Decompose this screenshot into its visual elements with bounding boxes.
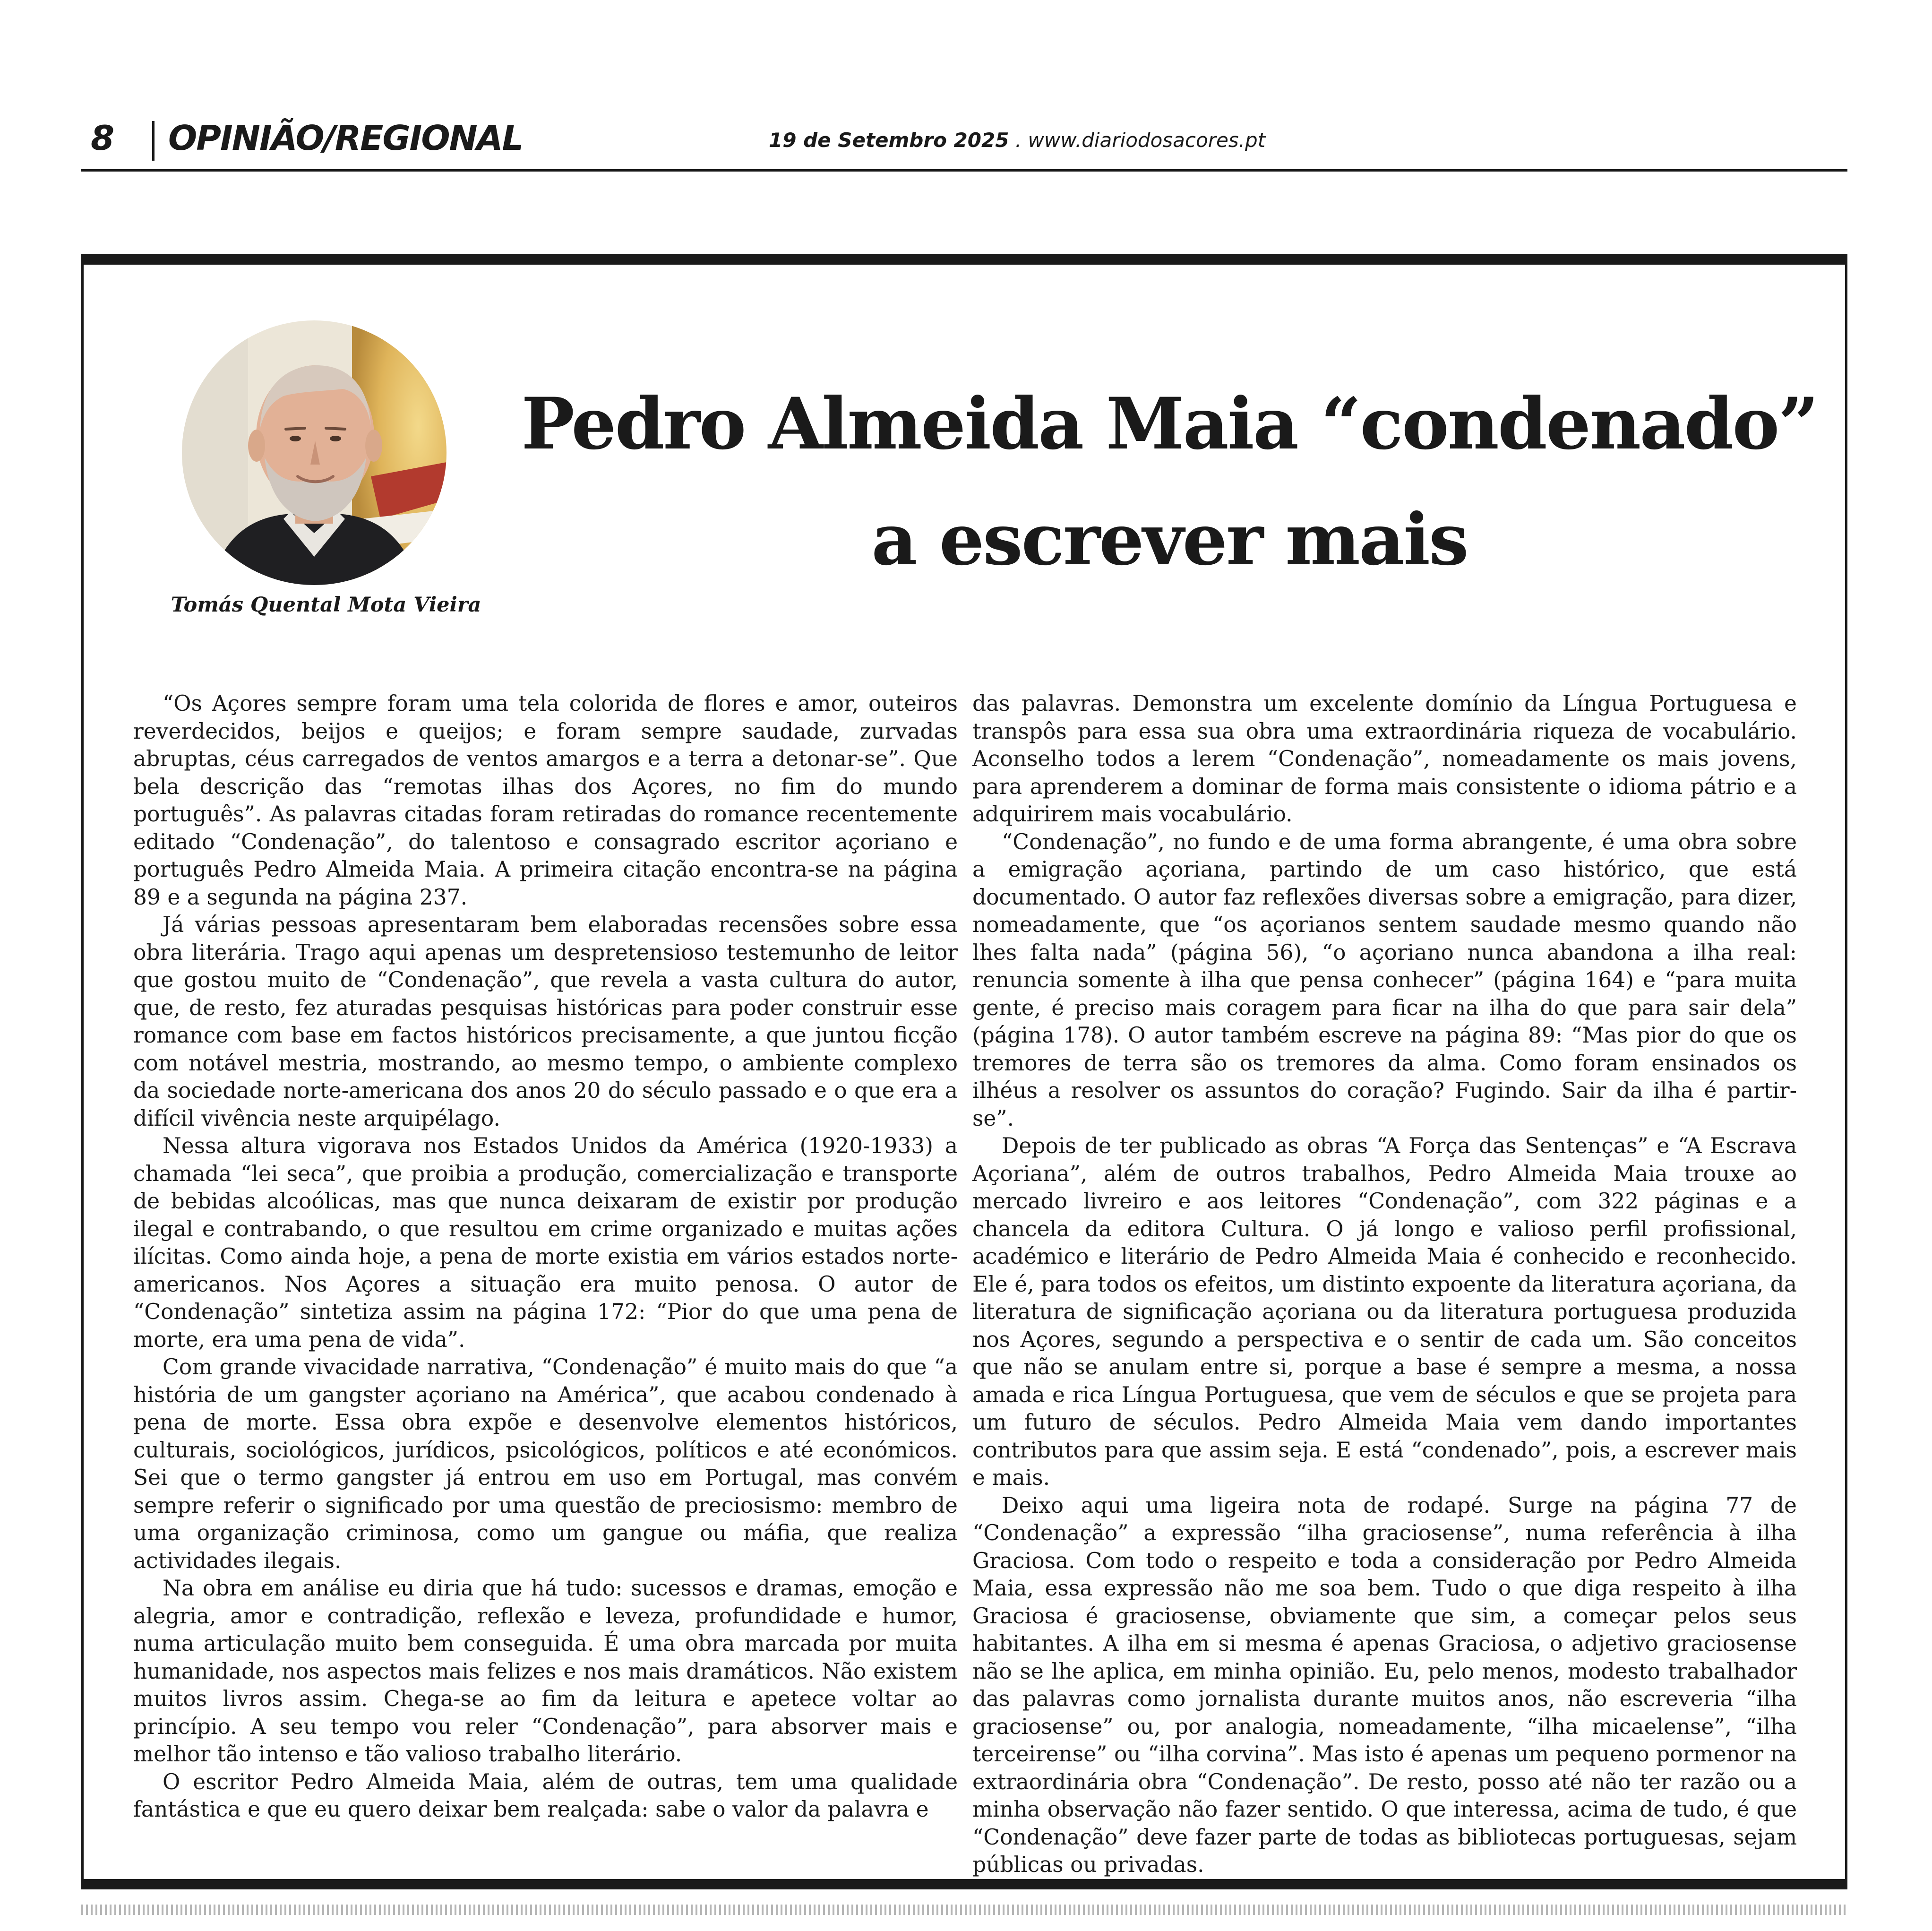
website: www.diariodosacores.pt: [1028, 129, 1266, 152]
section-title: OPINIÃO/REGIONAL: [168, 118, 523, 158]
dateline: [769, 129, 1265, 152]
paragraph: “Condenação”, no fundo e de uma forma abrangente, é uma obra sobre a emigração açoriana, partindo de um caso histórico, que está documentado. O autor faz reflexões diversas sobre a emigração, para dizer, nomeadamente, que “os açorianos sentem saudade mesmo quando não lhes falta nada” (página 56), “o açoriano nunca abandona a ilha real: renuncia somente à ilha que pensa conhecer” (página 164) e “para muita gente, é preciso mais coragem para ficar na ilha do que para sair dela” (página 178). O autor também escreve na página 89: “Mas pior do que os tremores de terra são os tremores da alma. Como foram ensinados os ilhéus a resolver os assuntos do coração? Fugindo. Sair da ilha é partir-se”.: [972, 829, 1797, 1131]
headline-line-2: a escrever mais: [871, 498, 1468, 581]
issue-date: 19 de Setembro 2025: [769, 129, 1009, 152]
paragraph: Já várias pessoas apresentaram bem elaboradas recensões sobre essa obra literária. Trago aqui apenas um despretensioso testemunho de leitor que gostou muito de “Condenação”, que revela a vasta cultura do autor, que, de resto, fez aturadas pesquisas históricas para poder construir esse romance com base em factos históricos precisamente, a que juntou ficção com notável mestria, mostrando, ao mesmo tempo, o ambiente complexo da sociedade norte-americana dos anos 20 do século passado e o que era a difícil vivência neste arquipélago.: [133, 912, 958, 1131]
paragraph: Com grande vivacidade narrativa, “Condenação” é muito mais do que “a história de um gangster açoriano na América”, que acabou condenado à pena de morte. Essa obra expõe e desenvolve elementos históricos, culturais, sociológicos, jurídicos, psicológicos, políticos e até económicos. Sei que o termo gangster já entrou em uso em Portugal, mas convém sempre referir o significado por uma questão de preciosismo: membro de uma organização criminosa, como um gangue ou máfia, que realiza actividades ilegais.: [133, 1354, 958, 1573]
author-name: Tomás Quental Mota Vieira: [171, 593, 481, 617]
page-header: [81, 118, 1847, 170]
headline-line-1: Pedro Almeida Maia “condenado”: [521, 382, 1818, 466]
headline: [510, 366, 1829, 598]
paragraph: “Os Açores sempre foram uma tela colorida de flores e amor, outeiros reverdecidos, beijos e queijos; e foram sempre saudade, zurvadas abruptas, céus carregados de ventos amargos e a terra a detonar-se”. Que bela descrição das “remotas ilhas dos Açores, no fim do mundo português”. As palavras citadas foram retiradas do romance recentemente editado “Condenação”, do talentoso e consagrado escritor açoriano e português Pedro Almeida Maia. A primeira citação encontra-se na página 89 e a segunda na página 237.: [133, 691, 958, 910]
paragraph: Deixo aqui uma ligeira nota de rodapé. Surge na página 77 de “Condenação” a expressão “ilha graciosense”, numa referência à ilha Graciosa. Com todo o respeito e toda a consideração por Pedro Almeida Maia, essa expressão não me soa bem. Tudo o que diga respeito à ilha Graciosa é graciosense, obviamente que sim, a começar pelos seus habitantes. A ilha em si mesma é apenas Graciosa, o adjetivo graciosense não se lhe aplica, em minha opinião. Eu, pelo menos, modesto trabalhador das palavras como jornalista durante muitos anos, não escreveria “ilha graciosense” ou, por analogia, nomeadamente, “ilha micaelense”, “ilha terceirense” ou “ilha corvina”. Mas isto é apenas um pequeno pormenor na extraordinária obra “Condenação”. De resto, posso até não ter razão ou a minha observação não fazer sentido. O que interessa, acima de tudo, é que “Condenação” deve fazer parte de todas as bibliotecas portuguesas, sejam públicas ou privadas.: [972, 1492, 1797, 1877]
page-number: 8: [91, 118, 115, 158]
dateline-separator: .: [1009, 129, 1028, 152]
header-rule: [81, 169, 1847, 172]
footer-pattern: [81, 1905, 1847, 1915]
article-column-left: [133, 690, 958, 1824]
author-portrait-illustration: [182, 320, 447, 585]
paragraph: Depois de ter publicado as obras “A Força das Sentenças” e “A Escrava Açoriana”, além de outros trabalhos, Pedro Almeida Maia trouxe ao mercado livreiro e aos leitores “Condenação”, com 322 páginas e a chancela da editora Cultura. O já longo e valioso perfil profissional, académico e literário de Pedro Almeida Maia é conhecido e reconhecido. Ele é, para todos os efeitos, um distinto expoente da literatura açoriana, da literatura de significação açoriana ou da literatura portuguesa produzida nos Açores, segundo a perspectiva e o sentir de cada um. São conceitos que não se anulam entre si, porque a base é sempre a mesma, a nossa amada e rica Língua Portuguesa, que vem de séculos e que se projeta para um futuro de séculos. Pedro Almeida Maia vem dando importantes contributos para que assim seja. E está “condenado”, pois, a escrever mais e mais.: [972, 1133, 1797, 1490]
paragraph: Na obra em análise eu diria que há tudo: sucessos e dramas, emoção e alegria, amor e contradição, reflexão e leveza, profundidade e humor, numa articulação muito bem conseguida. É uma obra marcada por muita humanidade, nos aspectos mais felizes e nos mais dramáticos. Não existem muitos livros assim. Chega-se ao fim da leitura e apetece voltar ao princípio. A seu tempo vou reler “Condenação”, para absorver mais e melhor tão intenso e tão valioso trabalho literário.: [133, 1576, 958, 1767]
paragraph: Nessa altura vigorava nos Estados Unidos da América (1920-1933) a chamada “lei seca”, que proibia a produção, comercialização e transporte de bebidas alcoólicas, mas que nunca deixaram de existir por produção ilegal e contrabando, o que resultou em crime organizado e muitas ações ilícitas. Como ainda hoje, a pena de morte existia em vários estados norte-americanos. Nos Açores a situação era muito penosa. O autor de “Condenação” sintetiza assim na página 172: “Pior do que uma pena de morte, era uma pena de vida”.: [133, 1133, 958, 1352]
paragraph: O escritor Pedro Almeida Maia, além de outras, tem uma qualidade fantástica e que eu quero deixar bem realçada: sabe o valor da palavra e: [133, 1769, 958, 1822]
paragraph-continued: das palavras. Demonstra um excelente domínio da Língua Portuguesa e transpôs para essa sua obra uma extraordinária riqueza de vocabulário. Aconselho todos a lerem “Condenação”, nomeadamente os mais jovens, para aprenderem a dominar de forma mais consistente o idioma pátrio e a adquirirem mais vocabulário.: [972, 691, 1797, 827]
header-divider: [152, 121, 155, 161]
author-photo: [182, 320, 447, 585]
article-column-right: [972, 690, 1797, 1879]
